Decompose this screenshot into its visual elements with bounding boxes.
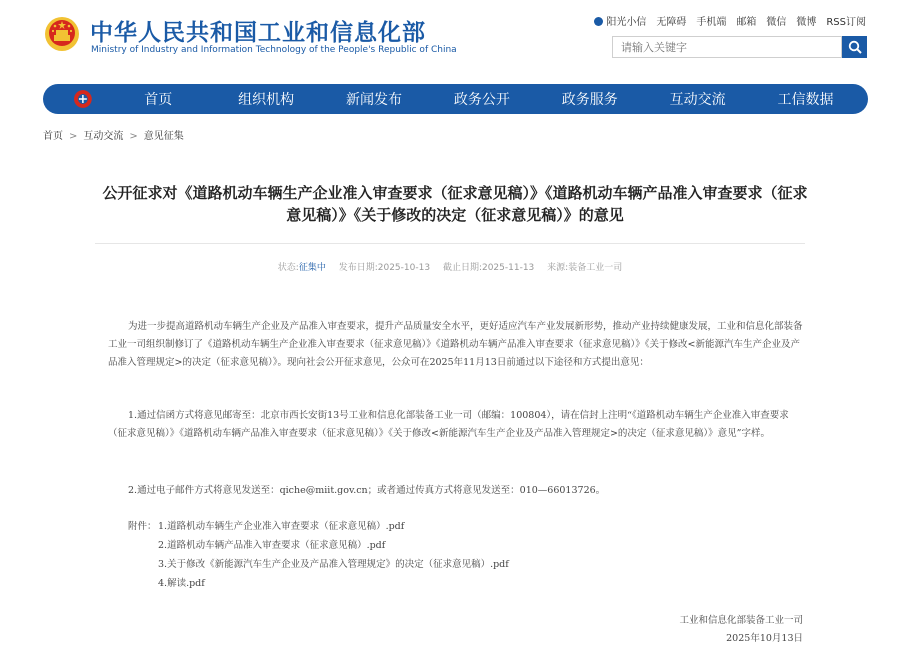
attachments-label: 附件： [128, 521, 157, 532]
nav-item-services[interactable]: 政务服务 [561, 92, 618, 108]
search-input[interactable] [612, 36, 842, 58]
search-icon [848, 40, 862, 54]
article-paragraph-intro: 为进一步提高道路机动车辆生产企业及产品准入审查要求，提升产品质量安全水平，更好适应汽车产业发展新形势，推动产业持续健康发展，工业和信息化部装备工业一司组织制修订了《道路机动车辆生产企业准入审查要求（征求意见稿）》《道路机动车辆产品准入审查要求（征求意见稿）》《关于修改<新能源汽车生产企业及产品准入管理规定>的决定（征求意见稿）》。现向社会公开征求意见，公众可在2025年11月13日前通过以下途径和方式提出意见： [108, 321, 803, 368]
search-button[interactable] [842, 36, 867, 58]
attachment-link-3[interactable]: 3.关于修改《新能源汽车生产企业及产品准入管理规定》的决定（征求意见稿）.pdf [158, 559, 509, 570]
top-link-rss[interactable]: RSS订阅 [826, 17, 866, 28]
nav-item-interaction[interactable]: 互动交流 [669, 92, 726, 108]
site-header [0, 0, 900, 80]
article-meta [95, 260, 805, 273]
main-nav [43, 84, 868, 114]
top-link-wechat[interactable]: 微信 [766, 17, 787, 28]
top-link-mobile[interactable]: 手机端 [696, 17, 727, 28]
attachment-link-1[interactable]: 1.道路机动车辆生产企业准入审查要求（征求意见稿）.pdf [158, 521, 405, 532]
nav-item-affairs[interactable]: 政务公开 [453, 92, 510, 108]
meta-status-value: 征集中 [298, 263, 326, 273]
attachments [128, 517, 509, 593]
national-emblem-icon [44, 15, 80, 53]
breadcrumb-home[interactable]: 首页 [43, 131, 63, 142]
signature-date: 2025年10月13日 [726, 633, 803, 644]
site-name-en: Ministry of Industry and Information Technology of the People's Republic of China [91, 45, 457, 55]
ministry-logo-icon[interactable] [73, 89, 93, 109]
breadcrumb [43, 127, 184, 142]
article-title: 公开征求对《道路机动车辆生产企业准入审查要求（征求意见稿）》《道路机动车辆产品准入审查要求（征求意见稿）》《关于修改的决定（征求意见稿）》的意见 [102, 184, 808, 224]
meta-source-value: 装备工业一司 [568, 263, 623, 273]
attachment-link-4[interactable]: 4.解读.pdf [158, 578, 205, 589]
sunshine-icon [594, 17, 603, 26]
attachment-link-2[interactable]: 2.道路机动车辆产品准入审查要求（征求意见稿）.pdf [158, 540, 386, 551]
meta-deadline-label: 截止日期: [442, 263, 482, 273]
article-paragraph-mail: 1.通过信函方式将意见邮寄至：北京市西长安街13号工业和信息化部装备工业一司（邮编：100804），请在信封上注明“《道路机动车辆生产企业准入审查要求（征求意见稿）》《道路机动车辆产品准入审查要求（征求意见稿）》《关于修改<新能源汽车生产企业及产品准入管理规定>的决定（征求意见稿）》意见”字样。 [108, 410, 789, 439]
nav-item-organization[interactable]: 组织机构 [238, 92, 295, 108]
breadcrumb-interaction[interactable]: 互动交流 [83, 131, 124, 142]
meta-status-label: 状态: [277, 263, 299, 273]
article-paragraph-email: 2.通过电子邮件方式将意见发送至：qiche@miit.gov.cn；或者通过传真方式将意见发送至：010—66013726。 [128, 485, 606, 496]
meta-deadline-date: 2025-11-13 [481, 263, 535, 273]
nav-item-news[interactable]: 新闻发布 [345, 92, 402, 108]
site-name-cn[interactable]: 中华人民共和国工业和信息化部 [90, 20, 426, 46]
title-divider [95, 243, 805, 244]
meta-publish-label: 发布日期: [338, 263, 378, 273]
nav-item-data[interactable]: 工信数据 [777, 92, 834, 108]
top-link-accessibility[interactable]: 无障碍 [656, 17, 687, 28]
meta-publish-date: 2025-10-13 [377, 263, 431, 273]
signature-org: 工业和信息化部装备工业一司 [679, 615, 803, 626]
nav-item-home[interactable]: 首页 [144, 92, 173, 108]
top-link-weibo[interactable]: 微博 [796, 17, 817, 28]
top-link-mail[interactable]: 邮箱 [736, 17, 757, 28]
breadcrumb-current[interactable]: 意见征集 [143, 131, 184, 142]
meta-source-label: 来源: [547, 263, 569, 273]
breadcrumb-separator: > [69, 131, 78, 142]
top-link-sunshine[interactable]: 阳光小信 [594, 13, 646, 28]
breadcrumb-separator: > [129, 131, 138, 142]
top-links [594, 13, 866, 28]
